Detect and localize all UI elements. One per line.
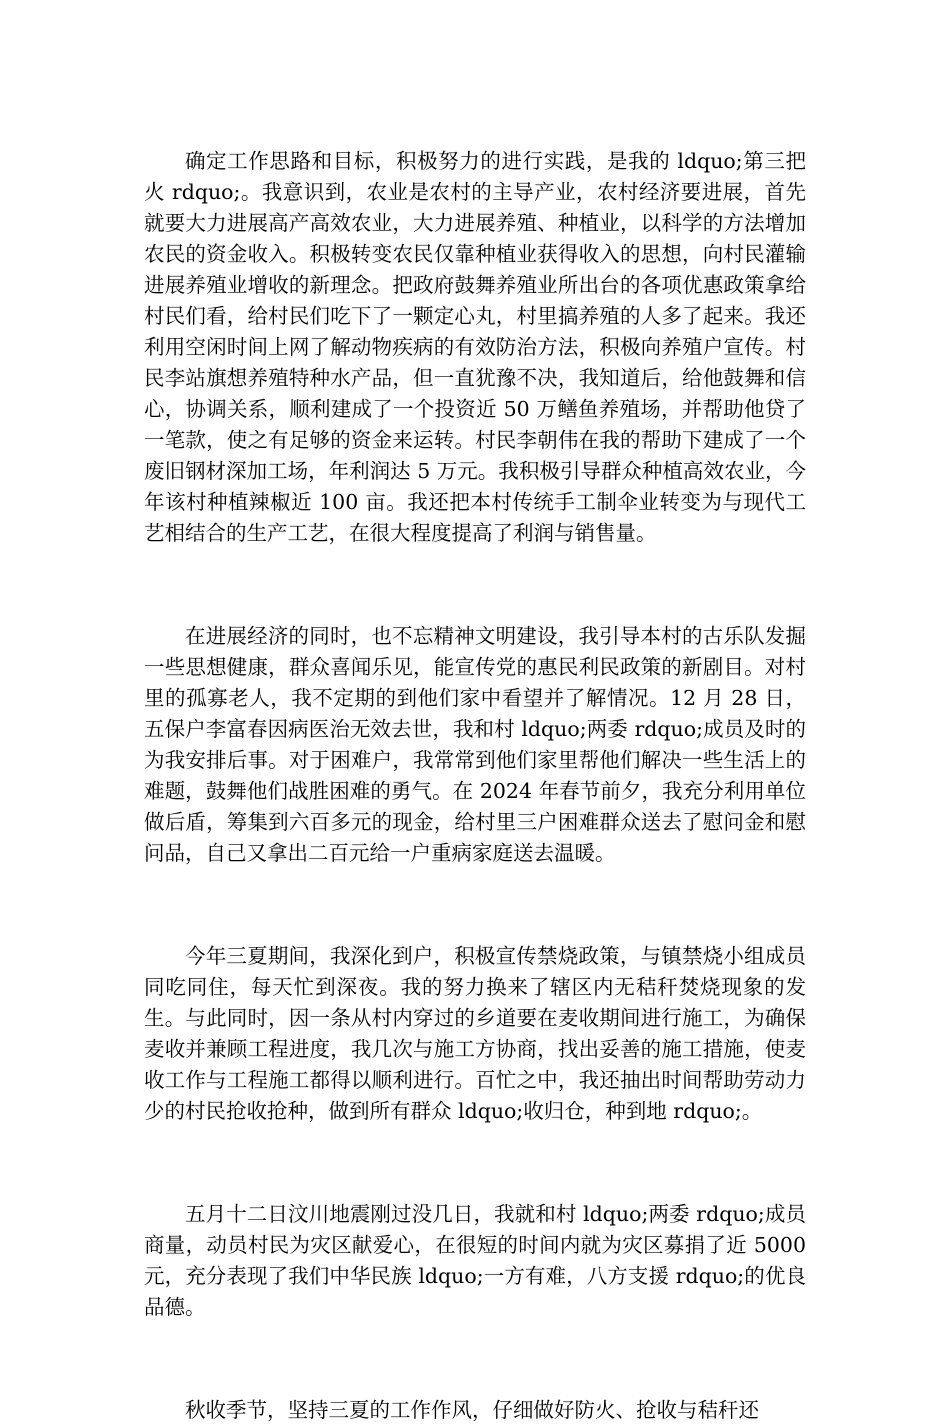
paragraph-5: 秋收季节，坚持三夏的工作作风，仔细做好防火、抢收与秸秆还 [185, 1398, 759, 1422]
paragraph-1: 确定工作思路和目标，积极努力的进行实践，是我的 ldquo;第三把火 rdquo;。我意识到，农业是农村的主导产业，农村经济要进展，首先就要大力进展高产高效农业，大力进展养殖、种植业，以科学的方法增加农民的资金收入。积极转变农民仅靠种植业获得收入的思想，向村民灌输进展养殖业增收的新理念。把政府鼓舞养殖业所出台的各项优惠政策拿给村民们看，给村民们吃下了一颗定心丸，村里搞养殖的人多了起来。我还利用空闲时间上网了解动物疾病的有效防治方法，积极向养殖户宣传。村民李站旗想养殖特种水产品，但一直犹豫不决，我知道后，给他鼓舞和信心，协调关系，顺利建成了一个投资近 50 万鳝鱼养殖场，并帮助他贷了一笔款，使之有足够的资金来运转。村民李朝伟在我的帮助下建成了一个废旧钢材深加工场，年利润达 5 万元。我积极引导群众种植高效农业，今年该村种植辣椒近 100 亩。我还把本村传统手工制伞业转变为与现代工艺相结合的生产工艺，在很大程度提高了利润与销售量。 [144, 149, 806, 545]
document-body [144, 146, 806, 1426]
paragraph-2: 在进展经济的同时，也不忘精神文明建设，我引导本村的古乐队发掘一些思想健康，群众喜闻乐见，能宣传党的惠民利民政策的新剧目。对村里的孤寡老人，我不定期的到他们家中看望并了解情况。12 月 28 日，五保户李富春因病医治无效去世，我和村 ldquo;两委 rdquo;成员及时的为我安排后事。对于困难户，我常常到他们家里帮他们解决一些生活上的难题，鼓舞他们战胜困难的勇气。在 2024 年春节前夕，我充分利用单位做后盾，筹集到六百多元的现金，给村里三户困难群众送去了慰问金和慰问品，自己又拿出二百元给一户重病家庭送去温暖。 [144, 624, 806, 865]
paragraph-4: 五月十二日汶川地震刚过没几日，我就和村 ldquo;两委 rdquo;成员商量，动员村民为灾区献爱心，在很短的时间内就为灾区募捐了近 5000 元，充分表现了我们中华民族 ldquo;一方有难，八方支援 rdquo;的优良品德。 [144, 1202, 806, 1319]
paragraph-3: 今年三夏期间，我深化到户，积极宣传禁烧政策，与镇禁烧小组成员同吃同住，每天忙到深夜。我的努力换来了辖区内无秸秆焚烧现象的发生。与此同时，因一条从村内穿过的乡道要在麦收期间进行施工，为确保麦收并兼顾工程进度，我几次与施工方协商，找出妥善的施工措施，使麦收工作与工程施工都得以顺利进行。百忙之中，我还抽出时间帮助劳动力少的村民抢收抢种，做到所有群众 ldquo;收归仓，种到地 rdquo;。 [144, 944, 806, 1123]
